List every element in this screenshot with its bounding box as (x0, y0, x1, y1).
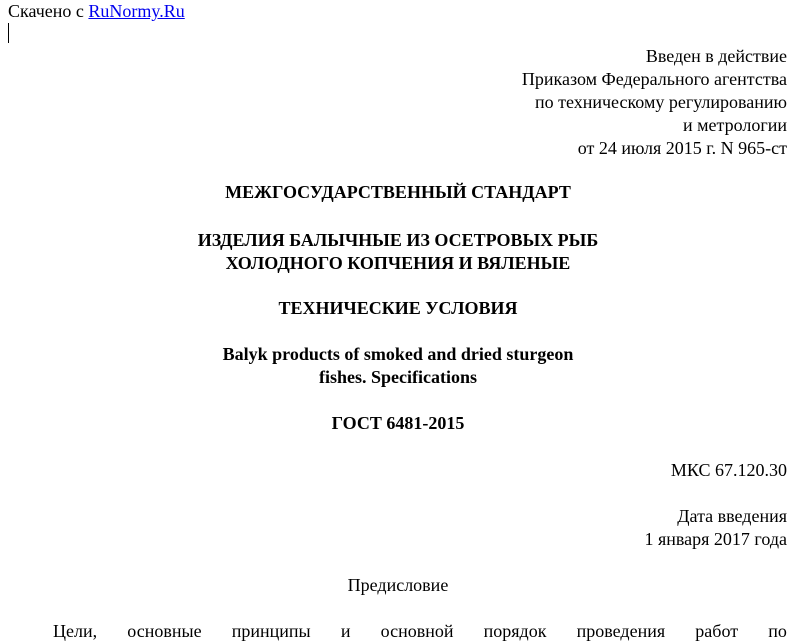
english-title (0, 343, 790, 389)
body-word: Цели, (53, 621, 98, 641)
designation (0, 412, 790, 435)
intro-line: по техническому регулированию (534, 92, 787, 112)
introduction-block (522, 45, 787, 160)
foreword-heading: Предисловие (347, 575, 449, 595)
effective-date-value: 1 января 2017 года (644, 529, 787, 549)
title-line: ИЗДЕЛИЯ БАЛЫЧНЫЕ ИЗ ОСЕТРОВЫХ РЫБ (197, 230, 599, 250)
body-word: проведения (576, 621, 666, 641)
body-word: по (768, 621, 787, 641)
document-title (0, 229, 790, 275)
intro-line: Введен в действие (645, 46, 787, 66)
body-paragraph-line (53, 620, 787, 643)
body-word: принципы (231, 621, 311, 641)
source-line (8, 0, 185, 23)
effective-date-label: Дата введения (677, 506, 787, 526)
body-word: основные (127, 621, 202, 641)
intro-line: и метрологии (683, 115, 787, 135)
text-cursor (8, 23, 9, 43)
intro-line: Приказом Федерального агентства (521, 69, 787, 89)
body-word: работ (695, 621, 739, 641)
document-subtitle (0, 297, 790, 320)
body-word: основной (380, 621, 454, 641)
mks-code: МКС 67.120.30 (670, 460, 787, 480)
standard-type-text: МЕЖГОСУДАРСТВЕННЫЙ СТАНДАРТ (225, 182, 571, 202)
subtitle-text: ТЕХНИЧЕСКИЕ УСЛОВИЯ (278, 298, 518, 318)
designation-text: ГОСТ 6481-2015 (331, 413, 465, 433)
body-word: и (340, 621, 351, 641)
intro-line: от 24 июля 2015 г. N 965-ст (577, 138, 787, 158)
source-prefix: Скачено с (8, 1, 84, 21)
standard-type (0, 181, 790, 204)
title-line: ХОЛОДНОГО КОПЧЕНИЯ И ВЯЛЕНЫЕ (225, 253, 571, 273)
source-link[interactable]: RuNormy.Ru (88, 1, 185, 21)
english-title-line: fishes. Specifications (318, 367, 477, 387)
body-word: порядок (483, 621, 547, 641)
english-title-line: Balyk products of smoked and dried sturgeon (222, 344, 574, 364)
